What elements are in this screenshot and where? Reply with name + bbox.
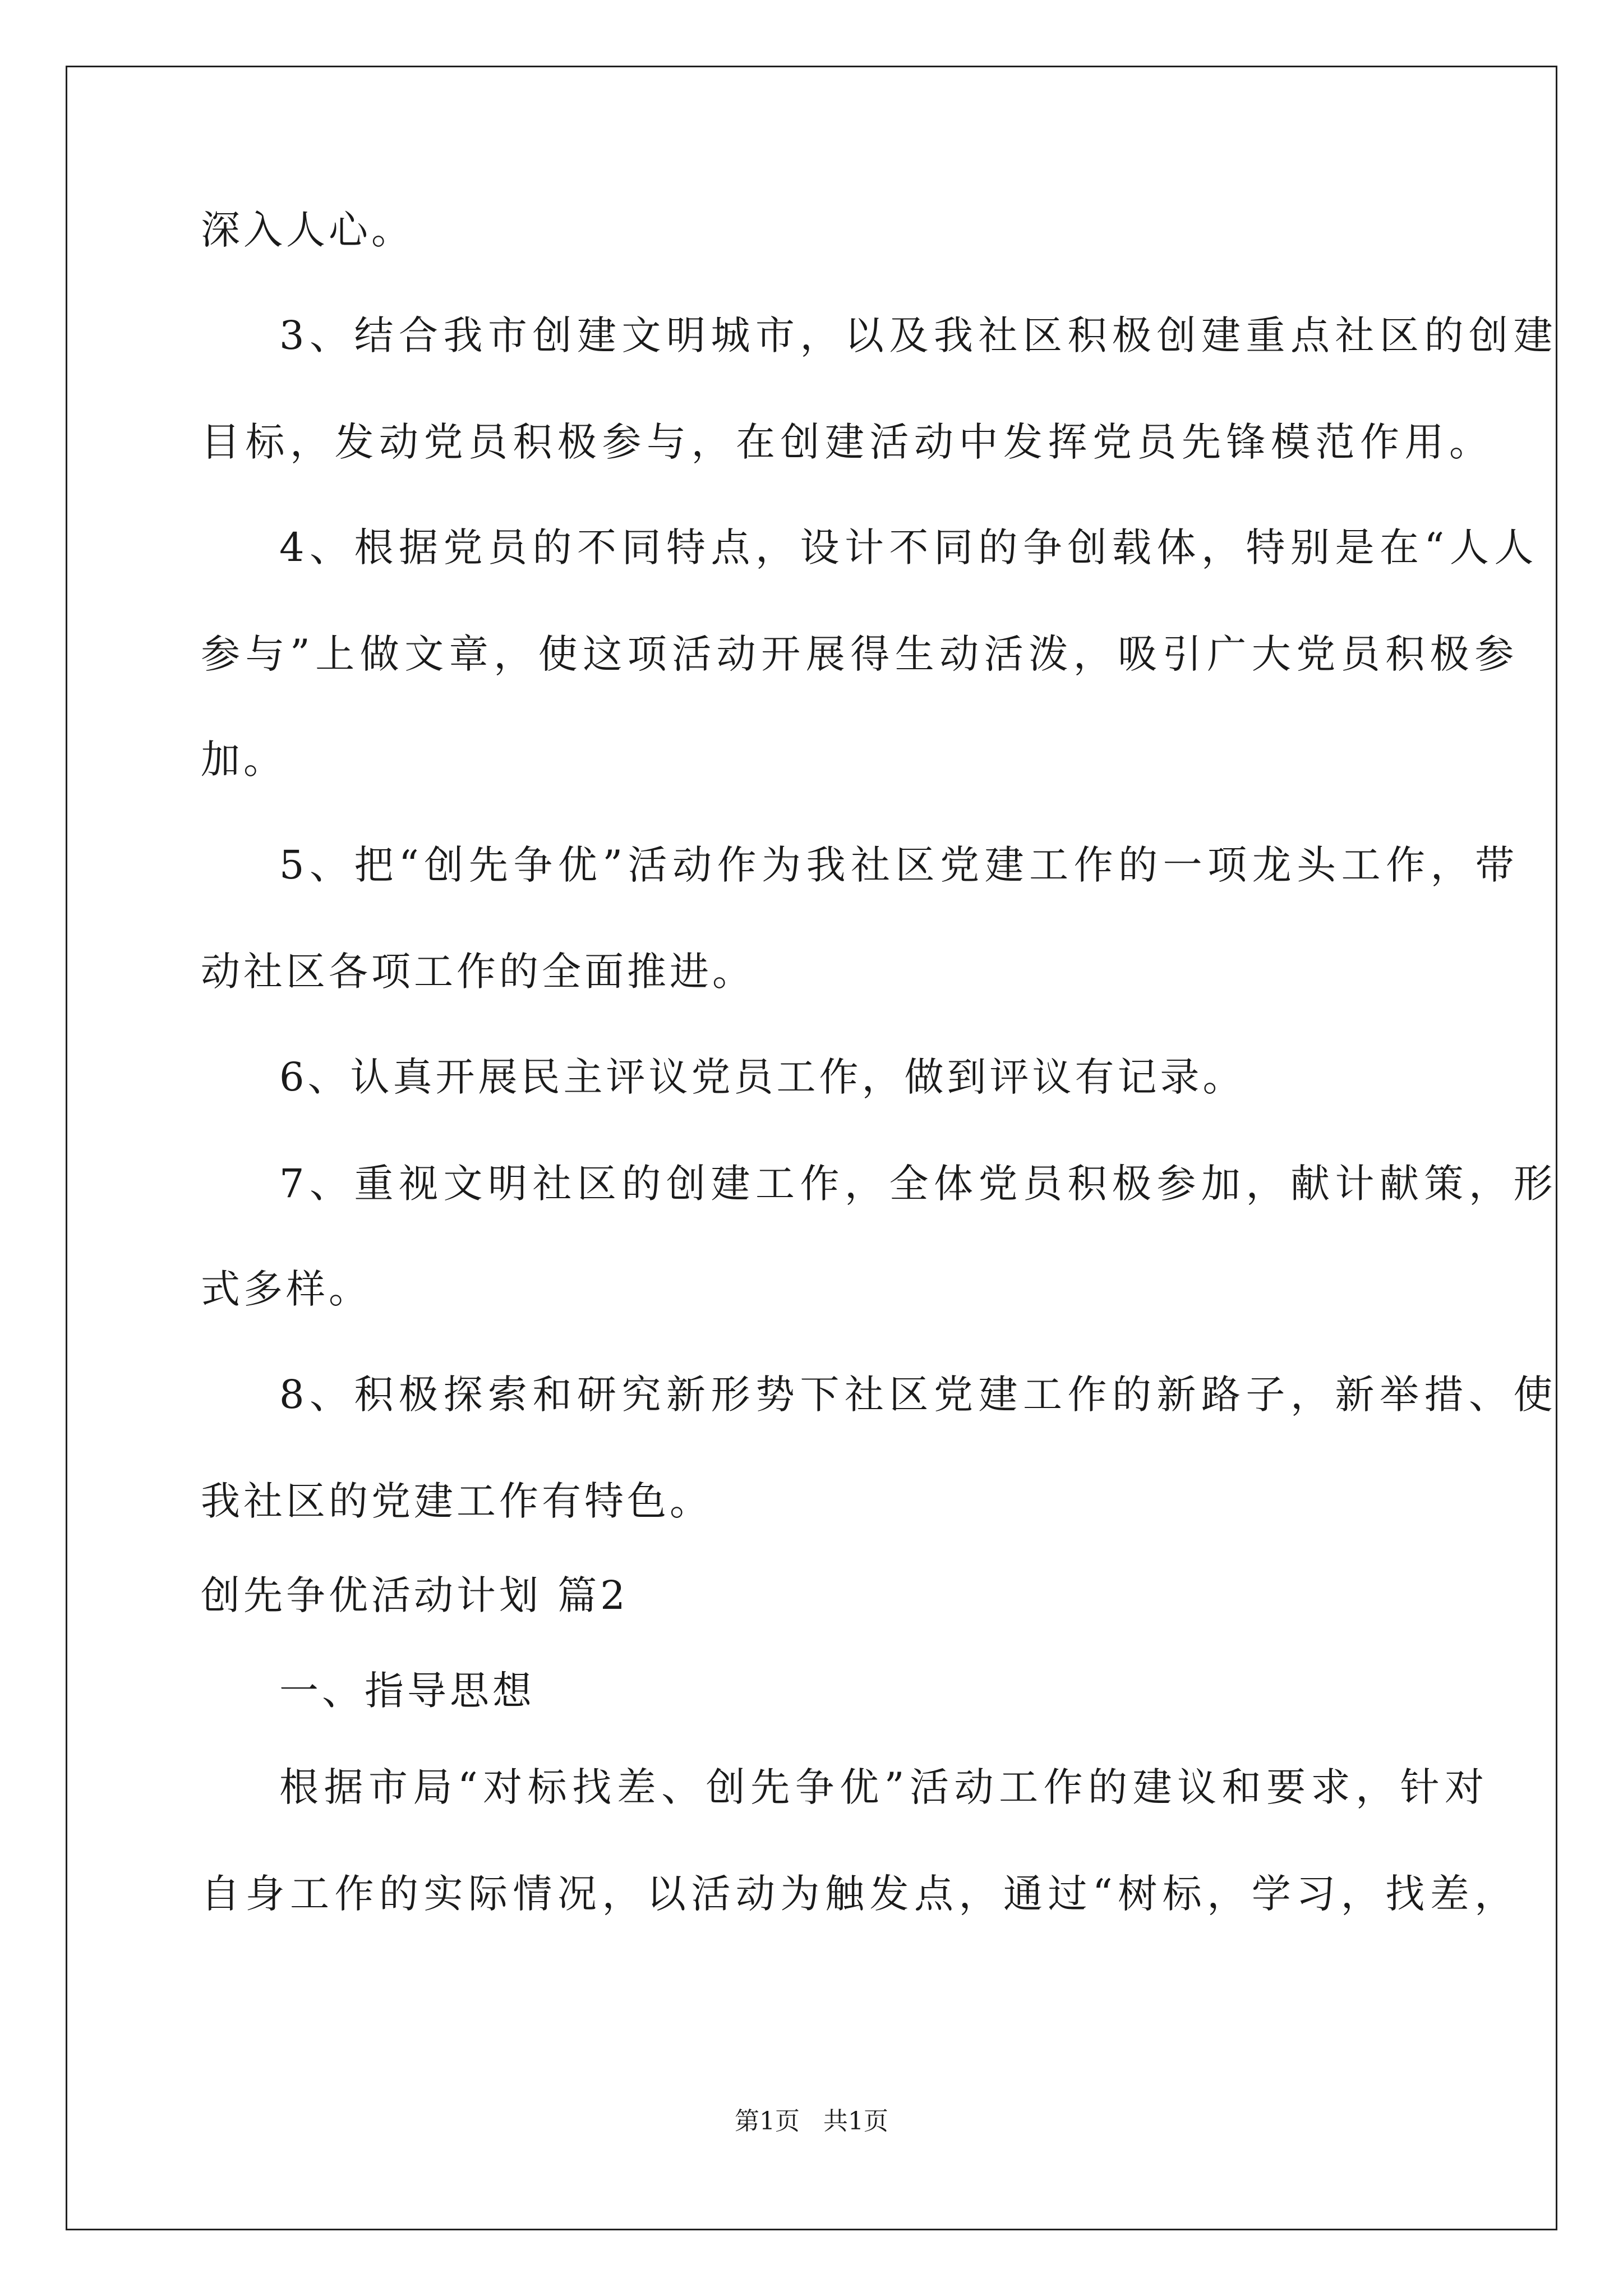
subsection-heading: 一、指导思想 xyxy=(279,1668,535,1714)
text-line: 式多样。 xyxy=(201,1266,371,1312)
text-line: 我社区的党建工作有特色。 xyxy=(201,1478,712,1524)
section-heading: 创先争优活动计划 篇2 xyxy=(201,1572,629,1618)
text-line: 参与”上做文章，使这项活动开展得生动活泼，吸引广大党员积极参 xyxy=(201,631,1519,677)
text-line: 根据市局“对标找差、创先争优”活动工作的建议和要求，针对 xyxy=(279,1764,1490,1810)
page-footer: 第1页 共1页 xyxy=(735,2107,888,2136)
text-line: 加。 xyxy=(201,737,286,783)
text-line: 4、根据党员的不同特点，设计不同的争创载体，特别是在“人人 xyxy=(279,524,1539,570)
text-line: 深入人心。 xyxy=(201,207,414,253)
text-line: 7、重视文明社区的创建工作，全体党员积极参加，献计献策，形 xyxy=(279,1161,1559,1207)
text-line: 3、结合我市创建文明城市，以及我社区积极创建重点社区的创建 xyxy=(279,312,1559,358)
text-line: 目标，发动党员积极参与，在创建活动中发挥党员先锋模范作用。 xyxy=(201,419,1494,465)
text-line: 自身工作的实际情况，以活动为触发点，通过“树标，学习，找差， xyxy=(201,1871,1519,1917)
text-line: 8、积极探索和研究新形势下社区党建工作的新路子，新举措、使 xyxy=(279,1372,1559,1418)
text-line: 动社区各项工作的全面推进。 xyxy=(201,949,755,995)
text-line: 5、把“创先争优”活动作为我社区党建工作的一项龙头工作，带 xyxy=(279,842,1520,888)
text-line: 6、认真开展民主评议党员工作，做到评议有记录。 xyxy=(279,1054,1246,1100)
